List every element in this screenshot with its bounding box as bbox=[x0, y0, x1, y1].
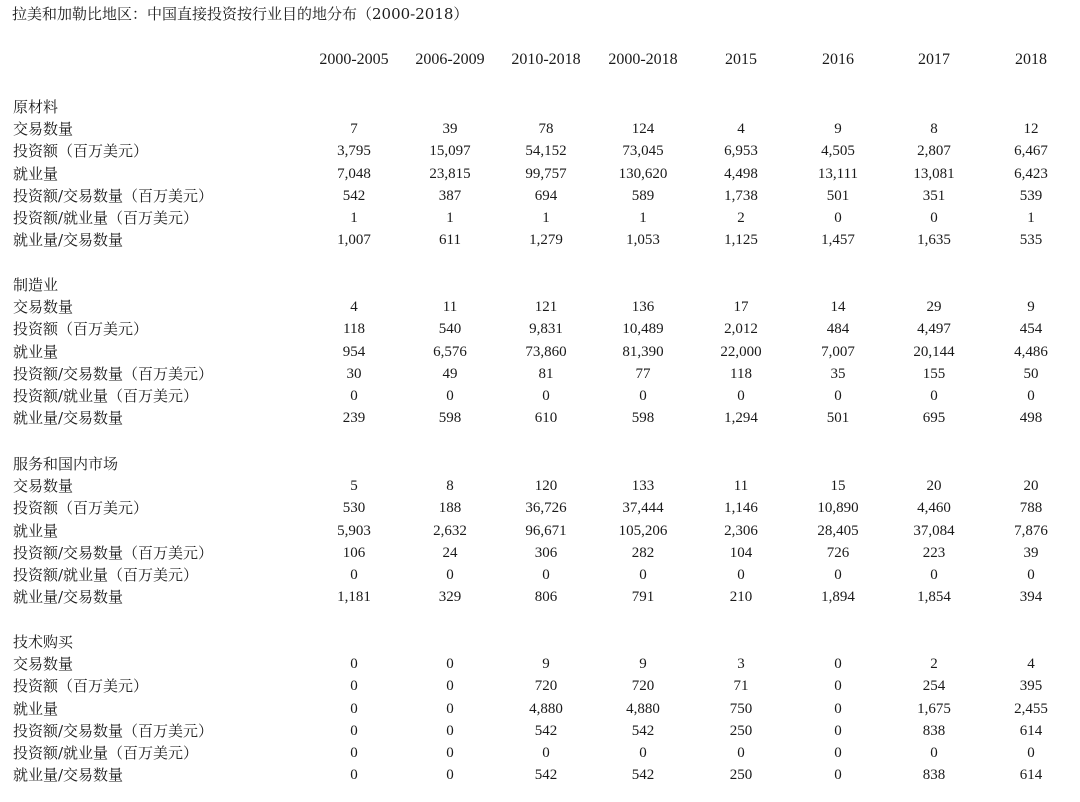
table-cell: 0 bbox=[542, 745, 550, 761]
table-cell: 0 bbox=[350, 745, 358, 761]
table-cell: 838 bbox=[922, 767, 946, 784]
table-cell: 54,152 bbox=[525, 143, 567, 160]
table-cell: 9 bbox=[834, 121, 842, 138]
section-heading-row bbox=[0, 96, 1080, 118]
section-title: 技术购买 bbox=[13, 633, 74, 651]
table-cell: 11 bbox=[733, 478, 749, 495]
table-cell: 15,097 bbox=[429, 143, 471, 160]
table-cell: 188 bbox=[438, 500, 462, 517]
table-cell: 0 bbox=[1027, 745, 1035, 761]
table-cell: 130,620 bbox=[618, 165, 668, 182]
table-cell: 0 bbox=[446, 745, 454, 761]
table-cell: 105,206 bbox=[618, 522, 668, 539]
row-label: 投资额（百万美元） bbox=[13, 677, 149, 696]
table-cell: 250 bbox=[729, 767, 753, 784]
table-cell: 542 bbox=[534, 767, 558, 784]
row-label: 就业量 bbox=[13, 699, 59, 718]
table-cell: 2,012 bbox=[724, 321, 758, 338]
table-cell: 4,497 bbox=[917, 321, 951, 338]
table-cell: 20 bbox=[926, 478, 942, 495]
section-heading-row bbox=[0, 453, 1080, 475]
table-cell: 0 bbox=[930, 210, 938, 226]
table-cell: 24 bbox=[442, 544, 458, 561]
table-cell: 2 bbox=[737, 210, 745, 226]
table-cell: 484 bbox=[826, 321, 850, 338]
table-cell: 4,498 bbox=[724, 165, 758, 182]
table-cell: 1,457 bbox=[821, 232, 855, 249]
table-cell: 4,880 bbox=[626, 700, 660, 717]
table-cell: 498 bbox=[1019, 410, 1043, 427]
table-cell: 1,294 bbox=[724, 410, 758, 427]
table-cell: 454 bbox=[1019, 321, 1043, 338]
table-cell: 1,738 bbox=[724, 187, 758, 204]
column-header: 2015 bbox=[725, 51, 757, 68]
table-row bbox=[0, 675, 1080, 697]
table-cell: 611 bbox=[439, 232, 461, 249]
table-cell: 535 bbox=[1019, 232, 1043, 249]
table-cell: 13,111 bbox=[817, 165, 859, 182]
table-cell: 750 bbox=[729, 700, 753, 717]
table-cell: 838 bbox=[922, 722, 946, 739]
table-cell: 4,486 bbox=[1014, 343, 1048, 360]
table-cell: 598 bbox=[438, 410, 462, 427]
table-cell: 0 bbox=[446, 700, 454, 717]
table-cell: 351 bbox=[922, 187, 946, 204]
table-cell: 542 bbox=[631, 767, 655, 784]
table-cell: 250 bbox=[729, 722, 753, 739]
table-cell: 720 bbox=[631, 678, 655, 695]
table-cell: 1,053 bbox=[626, 232, 660, 249]
row-label: 投资额/就业量（百万美元） bbox=[13, 209, 199, 227]
table-cell: 121 bbox=[534, 299, 558, 316]
table-cell: 954 bbox=[342, 343, 366, 360]
table-cell: 598 bbox=[631, 410, 655, 427]
table-cell: 4,880 bbox=[529, 700, 563, 717]
table-cell: 99,757 bbox=[525, 165, 567, 182]
table-row bbox=[0, 475, 1080, 497]
table-cell: 329 bbox=[438, 589, 462, 606]
table-row bbox=[0, 407, 1080, 429]
table-cell: 118 bbox=[730, 365, 752, 382]
table-cell: 1,146 bbox=[724, 500, 758, 517]
table-cell: 9 bbox=[639, 656, 647, 673]
table-row bbox=[0, 140, 1080, 162]
table-cell: 0 bbox=[834, 767, 842, 784]
table-cell: 13,081 bbox=[913, 165, 955, 182]
table-cell: 6,423 bbox=[1014, 165, 1048, 182]
table-cell: 4,460 bbox=[917, 500, 951, 517]
table-cell: 610 bbox=[534, 410, 558, 427]
table-cell: 7,007 bbox=[821, 343, 855, 360]
table-cell: 1,181 bbox=[337, 589, 371, 606]
table-cell: 1 bbox=[1027, 210, 1035, 226]
table-cell: 0 bbox=[737, 745, 745, 761]
table-cell: 2 bbox=[930, 656, 938, 673]
table-cell: 306 bbox=[534, 544, 558, 561]
table-row bbox=[0, 497, 1080, 519]
row-label: 交易数量 bbox=[13, 120, 74, 139]
row-label: 投资额/交易数量（百万美元） bbox=[13, 721, 214, 740]
table-cell: 0 bbox=[350, 678, 358, 695]
table-cell: 0 bbox=[350, 656, 358, 673]
row-label: 交易数量 bbox=[13, 477, 74, 496]
table-cell: 6,953 bbox=[724, 143, 758, 160]
table-cell: 37,084 bbox=[913, 522, 955, 539]
table-cell: 0 bbox=[350, 700, 358, 717]
table-cell: 1 bbox=[542, 210, 550, 226]
table-row bbox=[0, 385, 1080, 407]
table-cell: 806 bbox=[534, 589, 558, 606]
table-cell: 7,048 bbox=[337, 165, 371, 182]
table-cell: 1 bbox=[350, 210, 358, 226]
table-cell: 791 bbox=[631, 589, 655, 606]
table-cell: 539 bbox=[1019, 187, 1043, 204]
row-label: 投资额/交易数量（百万美元） bbox=[13, 186, 214, 205]
table-cell: 614 bbox=[1019, 722, 1043, 739]
table-cell: 788 bbox=[1019, 500, 1043, 517]
table-cell: 0 bbox=[446, 722, 454, 739]
table-cell: 0 bbox=[350, 388, 358, 404]
table-cell: 1 bbox=[446, 210, 454, 226]
row-label: 交易数量 bbox=[13, 655, 74, 674]
table-cell: 124 bbox=[631, 121, 655, 138]
table-cell: 104 bbox=[729, 544, 753, 561]
table-cell: 1,007 bbox=[337, 232, 371, 249]
row-label: 就业量 bbox=[13, 164, 59, 183]
table-cell: 1,854 bbox=[917, 589, 951, 606]
table-cell: 0 bbox=[834, 656, 842, 673]
table-cell: 2,807 bbox=[917, 143, 951, 160]
table-cell: 5,903 bbox=[337, 522, 371, 539]
table-cell: 726 bbox=[826, 544, 850, 561]
table-cell: 394 bbox=[1019, 589, 1043, 606]
table-cell: 50 bbox=[1023, 365, 1039, 382]
table-cell: 0 bbox=[834, 210, 842, 226]
table-cell: 395 bbox=[1019, 678, 1043, 695]
table-cell: 0 bbox=[542, 388, 550, 404]
table-cell: 0 bbox=[350, 767, 358, 784]
table-cell: 3 bbox=[737, 656, 745, 673]
table-cell: 22,000 bbox=[720, 343, 762, 360]
table-row bbox=[0, 207, 1080, 229]
table-cell: 542 bbox=[342, 187, 366, 204]
table-cell: 540 bbox=[438, 321, 462, 338]
table-cell: 1,894 bbox=[821, 589, 855, 606]
table-row bbox=[0, 653, 1080, 675]
section-title: 制造业 bbox=[13, 276, 59, 294]
table-row bbox=[0, 698, 1080, 720]
row-label: 投资额（百万美元） bbox=[13, 320, 149, 339]
row-label: 就业量 bbox=[13, 521, 59, 540]
table-row bbox=[0, 318, 1080, 340]
table-title: 拉美和加勒比地区：中国直接投资按行业目的地分布（2000-2018） bbox=[12, 5, 469, 23]
table-row bbox=[0, 720, 1080, 742]
table-row bbox=[0, 542, 1080, 564]
table-cell: 695 bbox=[922, 410, 946, 427]
table-cell: 239 bbox=[342, 410, 366, 427]
table-cell: 0 bbox=[834, 700, 842, 717]
row-label: 投资额/交易数量（百万美元） bbox=[13, 543, 214, 562]
table-cell: 5 bbox=[350, 478, 358, 495]
row-label: 投资额/就业量（百万美元） bbox=[13, 744, 199, 762]
table-cell: 0 bbox=[737, 388, 745, 404]
table-cell: 12 bbox=[1023, 121, 1039, 138]
table-cell: 0 bbox=[446, 678, 454, 695]
table-cell: 15 bbox=[830, 478, 846, 495]
table-cell: 29 bbox=[926, 299, 942, 316]
table-cell: 8 bbox=[446, 478, 454, 495]
row-label: 投资额（百万美元） bbox=[13, 142, 149, 161]
table-cell: 501 bbox=[826, 187, 850, 204]
table-cell: 0 bbox=[639, 567, 647, 583]
table-cell: 0 bbox=[446, 767, 454, 784]
table-cell: 3,795 bbox=[337, 143, 371, 160]
table-cell: 4 bbox=[350, 299, 358, 316]
table-row bbox=[0, 363, 1080, 385]
column-header: 2016 bbox=[822, 51, 854, 68]
table-cell: 2,632 bbox=[433, 522, 467, 539]
table-cell: 0 bbox=[834, 722, 842, 739]
table-cell: 0 bbox=[542, 567, 550, 583]
row-label: 就业量/交易数量 bbox=[13, 409, 124, 428]
table-row bbox=[0, 163, 1080, 185]
table-cell: 0 bbox=[834, 745, 842, 761]
table-cell: 1,675 bbox=[917, 700, 951, 717]
table-row bbox=[0, 118, 1080, 140]
table-cell: 28,405 bbox=[817, 522, 859, 539]
table-cell: 0 bbox=[834, 678, 842, 695]
table-cell: 2,455 bbox=[1014, 700, 1048, 717]
column-header: 2000-2005 bbox=[319, 51, 389, 68]
table-row bbox=[0, 586, 1080, 608]
section-title: 原材料 bbox=[13, 98, 59, 116]
table-cell: 81 bbox=[538, 365, 554, 382]
table-cell: 4 bbox=[1027, 656, 1035, 673]
row-label: 就业量/交易数量 bbox=[13, 766, 124, 785]
table-cell: 10,890 bbox=[817, 500, 859, 517]
table-cell: 39 bbox=[1023, 544, 1039, 561]
table-row bbox=[0, 229, 1080, 251]
table-cell: 17 bbox=[733, 299, 749, 316]
table-cell: 20 bbox=[1023, 478, 1039, 495]
table-cell: 155 bbox=[922, 365, 946, 382]
table-cell: 49 bbox=[442, 365, 458, 382]
table-row bbox=[0, 564, 1080, 586]
row-label: 投资额/交易数量（百万美元） bbox=[13, 364, 214, 383]
table-cell: 7,876 bbox=[1014, 522, 1048, 539]
table-cell: 9,831 bbox=[529, 321, 563, 338]
column-header: 2018 bbox=[1015, 51, 1047, 68]
table-cell: 254 bbox=[922, 678, 946, 695]
table-cell: 106 bbox=[342, 544, 366, 561]
table-cell: 9 bbox=[1027, 299, 1035, 316]
table-cell: 78 bbox=[538, 121, 554, 138]
table-row bbox=[0, 296, 1080, 318]
table-cell: 96,671 bbox=[525, 522, 567, 539]
table-cell: 694 bbox=[534, 187, 558, 204]
table-row bbox=[0, 341, 1080, 363]
table-cell: 6,576 bbox=[433, 343, 467, 360]
table-cell: 10,489 bbox=[622, 321, 664, 338]
table-cell: 0 bbox=[446, 388, 454, 404]
section-heading-row bbox=[0, 631, 1080, 653]
table-cell: 73,860 bbox=[525, 343, 567, 360]
table-cell: 387 bbox=[438, 187, 462, 204]
table-cell: 9 bbox=[542, 656, 550, 673]
column-header: 2010-2018 bbox=[511, 51, 581, 68]
table-cell: 589 bbox=[631, 187, 655, 204]
table-cell: 8 bbox=[930, 121, 938, 138]
table-cell: 120 bbox=[534, 478, 558, 495]
table-cell: 30 bbox=[346, 365, 362, 382]
table-cell: 0 bbox=[639, 745, 647, 761]
table-cell: 73,045 bbox=[622, 143, 664, 160]
table-cell: 1,635 bbox=[917, 232, 951, 249]
table-cell: 614 bbox=[1019, 767, 1043, 784]
table-row bbox=[0, 742, 1080, 764]
table-cell: 6,467 bbox=[1014, 143, 1048, 160]
column-header: 2017 bbox=[918, 51, 950, 68]
table-cell: 2,306 bbox=[724, 522, 758, 539]
table-cell: 0 bbox=[350, 722, 358, 739]
table-cell: 0 bbox=[350, 567, 358, 583]
table-cell: 0 bbox=[737, 567, 745, 583]
table-cell: 71 bbox=[733, 678, 749, 695]
column-header: 2006-2009 bbox=[415, 51, 485, 68]
row-label: 交易数量 bbox=[13, 298, 74, 317]
table-cell: 23,815 bbox=[429, 165, 471, 182]
table-cell: 1 bbox=[639, 210, 647, 226]
table-cell: 0 bbox=[446, 567, 454, 583]
table-cell: 0 bbox=[930, 388, 938, 404]
table-cell: 11 bbox=[442, 299, 458, 316]
table-cell: 7 bbox=[350, 121, 358, 138]
column-header: 2000-2018 bbox=[608, 51, 678, 68]
table-cell: 0 bbox=[1027, 388, 1035, 404]
table-cell: 36,726 bbox=[525, 500, 567, 517]
table-cell: 4 bbox=[737, 121, 745, 138]
table-row bbox=[0, 520, 1080, 542]
table-cell: 39 bbox=[442, 121, 458, 138]
section-heading-row bbox=[0, 274, 1080, 296]
table-cell: 542 bbox=[534, 722, 558, 739]
table-row bbox=[0, 185, 1080, 207]
table-row bbox=[0, 764, 1080, 786]
table-cell: 81,390 bbox=[622, 343, 664, 360]
table-cell: 282 bbox=[631, 544, 655, 561]
table-cell: 0 bbox=[639, 388, 647, 404]
table-cell: 542 bbox=[631, 722, 655, 739]
table-cell: 0 bbox=[446, 656, 454, 673]
table-cell: 0 bbox=[834, 388, 842, 404]
row-label: 投资额/就业量（百万美元） bbox=[13, 387, 199, 405]
table-cell: 77 bbox=[635, 365, 651, 382]
table-cell: 501 bbox=[826, 410, 850, 427]
row-label: 就业量/交易数量 bbox=[13, 231, 124, 250]
table-cell: 530 bbox=[342, 500, 366, 517]
table-cell: 133 bbox=[631, 478, 655, 495]
table-cell: 4,505 bbox=[821, 143, 855, 160]
row-label: 投资额/就业量（百万美元） bbox=[13, 566, 199, 584]
table-cell: 720 bbox=[534, 678, 558, 695]
table-cell: 223 bbox=[922, 544, 946, 561]
table-cell: 0 bbox=[834, 567, 842, 583]
table-cell: 136 bbox=[631, 299, 655, 316]
table-cell: 0 bbox=[930, 567, 938, 583]
row-label: 投资额（百万美元） bbox=[13, 499, 149, 518]
row-label: 就业量 bbox=[13, 342, 59, 361]
table-cell: 0 bbox=[930, 745, 938, 761]
table-cell: 14 bbox=[830, 299, 846, 316]
section-title: 服务和国内市场 bbox=[13, 455, 119, 473]
table-cell: 118 bbox=[343, 321, 365, 338]
table-cell: 1,279 bbox=[529, 232, 563, 249]
table-cell: 37,444 bbox=[622, 500, 664, 517]
table-cell: 20,144 bbox=[913, 343, 955, 360]
table-cell: 1,125 bbox=[724, 232, 758, 249]
table-cell: 35 bbox=[830, 365, 846, 382]
table-cell: 210 bbox=[729, 589, 753, 606]
row-label: 就业量/交易数量 bbox=[13, 588, 124, 607]
table-cell: 0 bbox=[1027, 567, 1035, 583]
